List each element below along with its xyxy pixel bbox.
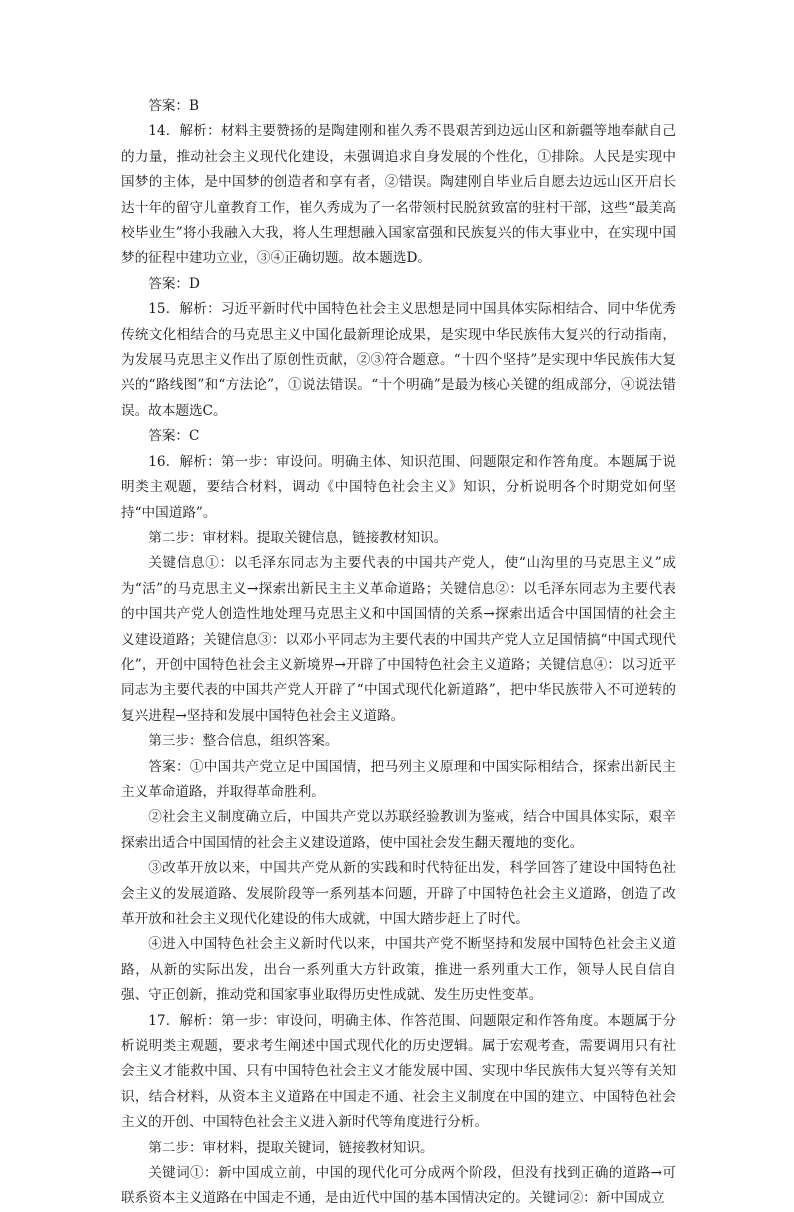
analysis-q17-keywords: 关键词①：新中国成立前，中国的现代化可分成两个阶段，但没有找到正确的道路→可联系资本主义道路在中国走不通，是由近代中国的基本国情决定的。关键词②：新中国成立 bbox=[121, 1165, 676, 1207]
analysis-q16-step3: 第三步：整合信息，组织答案。 bbox=[148, 733, 339, 750]
analysis-q17-step2: 第二步：审材料，提取关键词，链接教材知识。 bbox=[148, 1139, 434, 1156]
analysis-q16-step2: 第二步：审材料。提取关键信息，链接教材知识。 bbox=[148, 529, 448, 546]
answer-q16-point4: ④进入中国特色社会主义新时代以来，中国共产党不断坚持和发展中国特色社会主义道路，从新的实际出发，出台一系列重大方针政策，推进一系列重大工作，领导人民自信自强、守正创新，推动党和国家事业取得历史性成就、发生历史性变革。 bbox=[121, 936, 676, 1004]
answer-line-14: 答案：D bbox=[148, 275, 200, 292]
document-page bbox=[121, 94, 676, 1212]
answer-q16-point1: 答案：①中国共产党立足中国国情，把马列主义原理和中国实际相结合，探索出新民主主义革命道路，并取得革命胜利。 bbox=[121, 758, 676, 800]
analysis-q17-step1: 17．解析：第一步：审设问，明确主体、作答范围、问题限定和作答角度。本题属于分析说明类主观题，要求考生阐述中国式现代化的历史逻辑。属于宏观考查，需要调用只有社会主义才能救中国、只有中国特色社会主义才能发展中国、实现中华民族伟大复兴等有关知识，结合材料，从资本主义道路在中国走不通、社会主义制度在中国的建立、中国特色社会主义的开创、中国特色社会主义进入新时代等角度进行分析。 bbox=[121, 1012, 676, 1131]
answer-line-15: 答案：C bbox=[148, 428, 200, 445]
analysis-q16-key-info: 关键信息①：以毛泽东同志为主要代表的中国共产党人，使“山沟里的马克思主义”成为“活”的马克思主义→探索出新民主主义革命道路；关键信息②：以毛泽东同志为主要代表的中国共产党人创造性地处理马克思主义和中国国情的关系→探索出适合中国国情的社会主义建设道路；关键信息③：以邓小平同志为主要代表的中国共产党人立足国情搞“中国式现代化”，开创中国特色社会主义新境界→开辟了中国特色社会主义道路；关键信息④：以习近平同志为主要代表的中国共产党人开辟了“中国式现代化新道路”，把中华民族带入不可逆转的复兴进程→坚持和发展中国特色社会主义道路。 bbox=[121, 555, 676, 724]
answer-q16-point3: ③改革开放以来，中国共产党从新的实践和时代特征出发，科学回答了建设中国特色社会主义的发展道路、发展阶段等一系列基本问题，开辟了中国特色社会主义道路，创造了改革开放和社会主义现代化建设的伟大成就，中国大踏步赶上了时代。 bbox=[121, 860, 676, 927]
answer-line-13: 答案：B bbox=[148, 98, 199, 114]
analysis-q15: 15．解析：习近平新时代中国特色社会主义思想是同中国具体实际相结合、同中华优秀传统文化相结合的马克思主义中国化最新理论成果，是实现中华民族伟大复兴的行动指南，为发展马克思主义作出了原创性贡献，②③符合题意。“十四个坚持”是实现中华民族伟大复兴的“路线图”和“方法论”，①说法错误。“十个明确”是最为核心关键的组成部分，④说法错误。故本题选C。 bbox=[121, 301, 676, 419]
analysis-q14: 14．解析：材料主要赞扬的是陶建刚和崔久秀不畏艰苦到边远山区和新疆等地奉献自己的力量，推动社会主义现代化建设，未强调追求自身发展的个性化，①排除。人民是实现中国梦的主体，是中国梦的创造者和享有者，②错误。陶建刚自毕业后自愿去边远山区开启长达十年的留守儿童教育工作，崔久秀成为了一名带领村民脱贫致富的驻村干部，这些“最美高校毕业生”将小我融入大我，将人生理想融入国家富强和民族复兴的伟大事业中，在实现中国梦的征程中建功立业，③④正确切题。故本题选D。 bbox=[121, 123, 676, 267]
analysis-q16-step1: 16．解析：第一步：审设问。明确主体、知识范围、问题限定和作答角度。本题属于说明类主观题，要结合材料，调动《中国特色社会主义》知识，分析说明各个时期党如何坚持“中国道路”。 bbox=[121, 453, 676, 521]
answer-q16-point2: ②社会主义制度确立后，中国共产党以苏联经验教训为鉴戒，结合中国具体实际，艰辛探索出适合中国国情的社会主义建设道路，使中国社会发生翻天覆地的变化。 bbox=[121, 809, 676, 851]
